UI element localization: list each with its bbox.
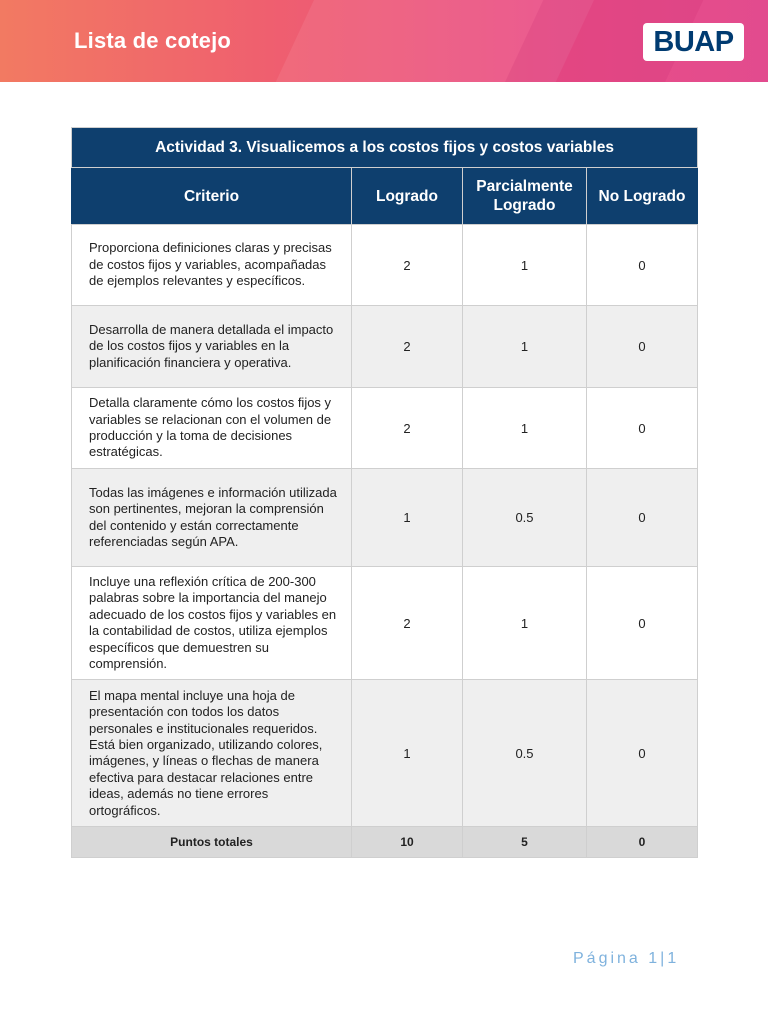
criterio-cell: Desarrolla de manera detallada el impacto de los costos fijos y variables en la planificación financiera y operativa. xyxy=(72,306,352,388)
total-parcial: 5 xyxy=(463,827,587,858)
criterio-cell: Proporciona definiciones claras y precisas de costos fijos y variables, acompañadas de ejemplos relevantes y específicos. xyxy=(72,225,352,306)
table-title-row xyxy=(72,128,698,168)
criterio-cell: Incluye una reflexión crítica de 200-300 palabras sobre la importancia del manejo adecuado de los costos fijos y variables en la contabilidad de costos, utiliza ejemplos específicos que demuestren su comprensión. xyxy=(72,567,352,680)
parcial-cell: 0.5 xyxy=(463,469,587,567)
table-row xyxy=(72,388,698,469)
no-logrado-cell: 0 xyxy=(587,306,698,388)
logrado-cell: 1 xyxy=(352,680,463,827)
criterio-cell: El mapa mental incluye una hoja de presentación con todos los datos personales e institucionales requeridos. Está bien organizado, utilizando colores, imágenes, y líneas o flechas de manera efectiva para destacar relaciones entre ideas, además no tiene errores ortográficos. xyxy=(72,680,352,827)
buap-logo: BUAP xyxy=(643,23,744,61)
no-logrado-cell: 0 xyxy=(587,388,698,469)
logrado-cell: 2 xyxy=(352,225,463,306)
no-logrado-cell: 0 xyxy=(587,680,698,827)
page-number: Página 1|1 xyxy=(573,950,680,967)
criterio-cell: Todas las imágenes e información utilizada son pertinentes, mejoran la comprensión del contenido y están correctamente referenciadas según APA. xyxy=(72,469,352,567)
table-row xyxy=(72,306,698,388)
parcial-cell: 1 xyxy=(463,306,587,388)
logrado-cell: 2 xyxy=(352,306,463,388)
no-logrado-cell: 0 xyxy=(587,469,698,567)
parcial-cell: 1 xyxy=(463,388,587,469)
column-header-no-logrado: No Logrado xyxy=(587,168,698,225)
logrado-cell: 2 xyxy=(352,567,463,680)
table-row xyxy=(72,225,698,306)
total-no-logrado: 0 xyxy=(587,827,698,858)
column-header-logrado: Logrado xyxy=(352,168,463,225)
parcial-cell: 1 xyxy=(463,225,587,306)
no-logrado-cell: 0 xyxy=(587,567,698,680)
checklist-table xyxy=(71,127,698,858)
logrado-cell: 1 xyxy=(352,469,463,567)
no-logrado-cell: 0 xyxy=(587,225,698,306)
logrado-cell: 2 xyxy=(352,388,463,469)
table-row xyxy=(72,469,698,567)
page-title: Lista de cotejo xyxy=(74,28,232,53)
totals-row xyxy=(72,827,698,858)
table-row xyxy=(72,680,698,827)
parcial-cell: 1 xyxy=(463,567,587,680)
column-header-parcialmente-logrado xyxy=(463,168,587,225)
criterio-cell: Detalla claramente cómo los costos fijos y variables se relacionan con el volumen de producción y la toma de decisiones estratégicas. xyxy=(72,388,352,469)
table-title: Actividad 3. Visualicemos a los costos fijos y costos variables xyxy=(72,128,698,168)
column-header-label: Parcialmente Logrado xyxy=(476,178,573,214)
parcial-cell: 0.5 xyxy=(463,680,587,827)
column-header-criterio: Criterio xyxy=(72,168,352,225)
table-row xyxy=(72,567,698,680)
table-header-row xyxy=(72,168,698,225)
total-logrado: 10 xyxy=(352,827,463,858)
header-banner xyxy=(0,0,768,82)
totals-label: Puntos totales xyxy=(72,827,352,858)
